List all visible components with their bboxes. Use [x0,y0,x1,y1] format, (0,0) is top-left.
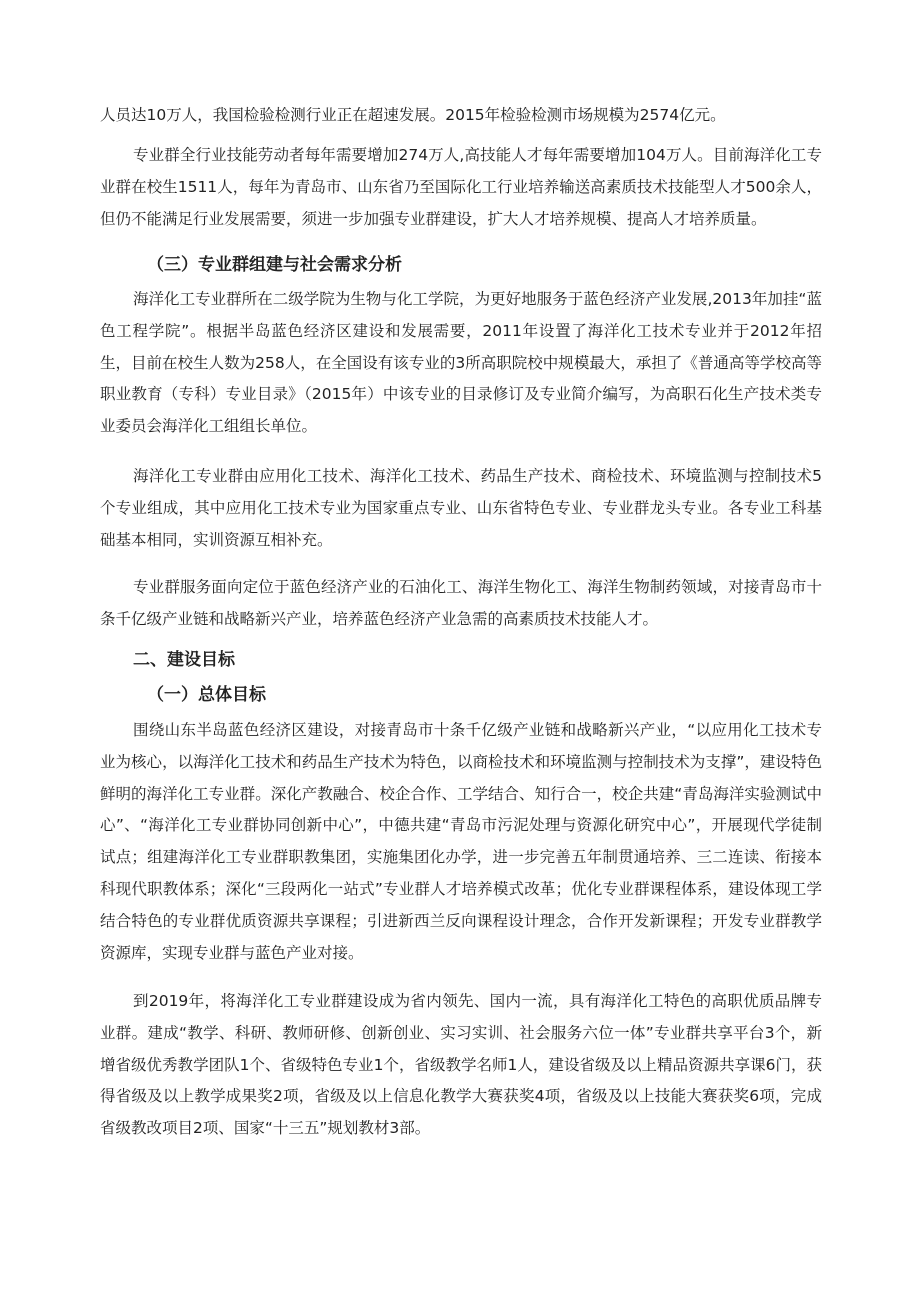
paragraph-overall-plan: 围绕山东半岛蓝色经济区建设，对接青岛市十条千亿级产业链和战略新兴产业，“以应用化工技术专业为核心，以海洋化工技术和药品生产技术为特色，以商检技术和环境监测与控制技术为支撑”，建设特色鲜明的海洋化工专业群。深化产教融合、校企合作、工学结合、知行合一，校企共建“青岛海洋实验测试中心”、“海洋化工专业群协同创新中心”，中德共建“青岛市污泥处理与资源化研究中心”，开展现代学徒制试点；组建海洋化工专业群职教集团，实施集团化办学，进一步完善五年制贯通培养、三二连读、衔接本科现代职教体系；深化“三段两化一站式”专业群人才培养模式改革；优化专业群课程体系，建设体现工学结合特色的专业群优质资源共享课程；引进新西兰反向课程设计理念，合作开发新课程；开发专业群教学资源库，实现专业群与蓝色产业对接。 [100,721,822,962]
paragraph-industry-scale: 人员达10万人，我国检验检测行业正在超速发展。2015年检验检测市场规模为2574亿元。 [100,106,726,124]
paragraph-2019-targets: 到2019年，将海洋化工专业群建设成为省内领先、国内一流，具有海洋化工特色的高职优质品牌专业群。建成“教学、科研、教师研修、创新创业、实习实训、社会服务六位一体”专业群共享平台3个，新增省级优秀教学团队1个、省级特色专业1个，省级教学名师1人，建设省级及以上精品资源共享课6门，获得省级及以上教学成果奖2项，省级及以上信息化教学大赛获奖4项，省级及以上技能大赛获奖6项，完成省级教改项目2项、国家“十三五”规划教材3部。 [100,992,822,1138]
heading-section-3: （三）专业群组建与社会需求分析 [147,255,402,275]
heading-overall-goals: （一）总体目标 [147,685,266,705]
paragraph-service-orientation: 专业群服务面向定位于蓝色经济产业的石油化工、海洋生物化工、海洋生物制药领域，对接青岛市十条千亿级产业链和战略新兴产业，培养蓝色经济产业急需的高素质技术技能人才。 [100,578,822,628]
heading-construction-goals: 二、建设目标 [133,650,235,670]
paragraph-labor-demand: 专业群全行业技能劳动者每年需要增加274万人,高技能人才每年需要增加104万人。目前海洋化工专业群在校生1511人，每年为青岛市、山东省乃至国际化工行业培养输送高素质技术技能型人才500余人，但仍不能满足行业发展需要，须进一步加强专业群建设，扩大人才培养规模、提高人才培养质量。 [100,146,822,228]
paragraph-college-background: 海洋化工专业群所在二级学院为生物与化工学院，为更好地服务于蓝色经济产业发展,2013年加挂“蓝色工程学院”。根据半岛蓝色经济区建设和发展需要，2011年设置了海洋化工技术专业并于2012年招生，目前在校生人数为258人，在全国设有该专业的3所高职院校中规模最大，承担了《普通高等学校高等职业教育（专科）专业目录》（2015年）中该专业的目录修订及专业简介编写，为高职石化生产技术类专业委员会海洋化工组组长单位。 [100,290,822,436]
paragraph-group-composition: 海洋化工专业群由应用化工技术、海洋化工技术、药品生产技术、商检技术、环境监测与控制技术5个专业组成，其中应用化工技术专业为国家重点专业、山东省特色专业、专业群龙头专业。各专业工科基础基本相同，实训资源互相补充。 [100,467,822,549]
